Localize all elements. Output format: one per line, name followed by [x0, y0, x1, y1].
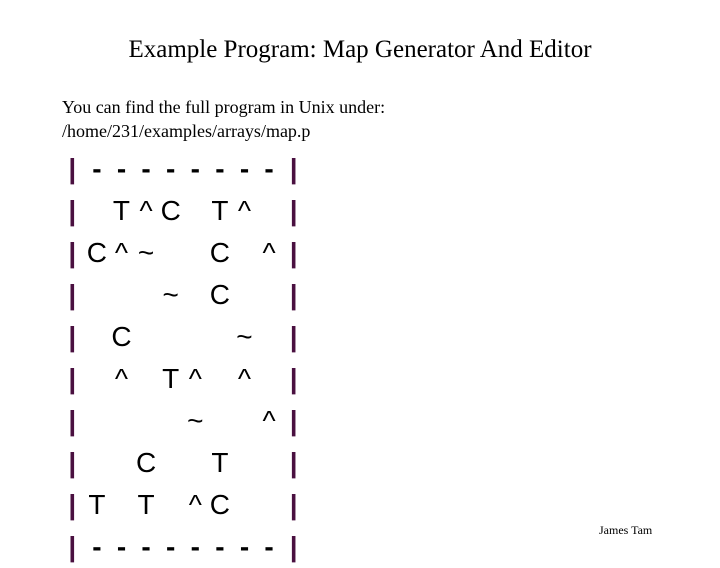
map-cell [208, 400, 233, 442]
map-cell: ~ [162, 279, 179, 310]
map-cell: C [135, 447, 157, 478]
map-cell [134, 274, 159, 316]
map-cell [158, 400, 183, 442]
map-cell [85, 274, 110, 316]
map-cell: | [289, 153, 298, 184]
map-cell: | [289, 489, 298, 520]
file-path: /home/231/examples/arrays/map.p [62, 121, 311, 141]
map-cell: - [92, 153, 102, 184]
map-cell: | [289, 237, 298, 268]
map-cell [232, 274, 257, 316]
map-row [60, 400, 300, 442]
slide-title: Example Program: Map Generator And Editor [128, 36, 592, 63]
map-cell [232, 484, 257, 526]
map-cell [85, 316, 110, 358]
map-cell: | [68, 321, 77, 352]
map-cell [109, 442, 134, 484]
map-cell: | [289, 279, 298, 310]
map-cell: ~ [187, 405, 204, 436]
program-location-text [62, 95, 385, 143]
map-cell [183, 274, 208, 316]
map-cell: ^ [188, 363, 202, 394]
map-cell [109, 400, 134, 442]
map-cell: | [68, 279, 77, 310]
map-row [60, 442, 300, 484]
map-cell [158, 484, 183, 526]
map-cell [257, 274, 282, 316]
map-cell: ^ [262, 405, 276, 436]
map-cell: - [166, 153, 176, 184]
map-cell: - [264, 531, 274, 562]
map-cell: | [289, 531, 298, 562]
map-cell: C [209, 237, 230, 268]
map-cell: - [264, 153, 274, 184]
map-cell [257, 316, 282, 358]
map-row [60, 484, 300, 526]
map-cell [134, 358, 159, 400]
map-row [60, 232, 300, 274]
map-cell: ^ [114, 363, 129, 394]
map-cell: T [137, 489, 155, 520]
map-cell: C [111, 321, 132, 352]
map-cell [85, 442, 110, 484]
map-cell: | [68, 489, 77, 520]
map-cell [158, 316, 183, 358]
map-cell: ~ [236, 321, 253, 352]
map-cell [85, 358, 110, 400]
map-cell: C [209, 279, 230, 310]
map-row [60, 526, 300, 568]
map-cell: | [68, 363, 77, 394]
map-cell [183, 232, 208, 274]
map-cell: - [92, 531, 102, 562]
map-cell: ^ [188, 489, 202, 520]
map-row [60, 358, 300, 400]
map-cell: | [289, 405, 298, 436]
map-cell: ~ [137, 237, 155, 268]
map-cell: C [209, 489, 230, 520]
map-cell: | [68, 447, 77, 478]
map-cell: - [190, 531, 200, 562]
map-cell: | [289, 363, 298, 394]
map-cell: | [289, 195, 298, 226]
map-cell [232, 442, 257, 484]
map-cell: C [160, 195, 181, 226]
map-grid [60, 148, 300, 562]
map-cell: - [239, 153, 250, 184]
map-cell: C [86, 237, 107, 268]
intro-line: You can find the full program in Unix under: [62, 97, 386, 117]
map-cell: - [190, 153, 200, 184]
map-cell [232, 232, 257, 274]
map-cell [109, 484, 134, 526]
map-cell: ^ [237, 195, 252, 226]
map-cell: - [116, 153, 127, 184]
map-cell [257, 484, 282, 526]
map-cell [257, 358, 282, 400]
map-cell [85, 400, 110, 442]
map-cell [232, 400, 257, 442]
map-cell [183, 442, 208, 484]
map-row [60, 274, 300, 316]
map-cell: T [162, 363, 180, 394]
map-cell: - [215, 531, 225, 562]
map-cell: - [141, 531, 151, 562]
map-cell: | [68, 531, 77, 562]
map-cell: ^ [262, 237, 276, 268]
map-cell: - [116, 531, 127, 562]
map-cell: T [211, 195, 229, 226]
map-cell: ^ [139, 195, 153, 226]
map-cell: | [68, 195, 77, 226]
map-cell: T [88, 489, 106, 520]
map-cell: ^ [237, 363, 252, 394]
map-cell: ^ [114, 237, 129, 268]
map-cell: - [215, 153, 225, 184]
map-cell: - [166, 531, 176, 562]
map-cell: | [289, 321, 298, 352]
map-cell [85, 190, 110, 232]
map-cell [109, 274, 134, 316]
map-cell: - [239, 531, 250, 562]
map-cell [257, 190, 282, 232]
map-cell: | [68, 405, 77, 436]
author-name: James Tam [599, 523, 653, 537]
map-row [60, 148, 300, 190]
map-cell [183, 190, 208, 232]
map-cell [158, 442, 183, 484]
map-cell: | [68, 153, 77, 184]
map-cell [134, 400, 159, 442]
map-cell [208, 358, 233, 400]
map-cell [158, 232, 183, 274]
map-cell: | [289, 447, 298, 478]
map-cell: | [68, 237, 77, 268]
map-cell [257, 442, 282, 484]
map-cell: - [141, 153, 151, 184]
map-cell: T [211, 447, 229, 478]
map-cell [208, 316, 233, 358]
map-cell [183, 316, 208, 358]
map-row [60, 190, 300, 232]
map-cell: T [112, 195, 131, 226]
map-row [60, 316, 300, 358]
map-cell [134, 316, 159, 358]
